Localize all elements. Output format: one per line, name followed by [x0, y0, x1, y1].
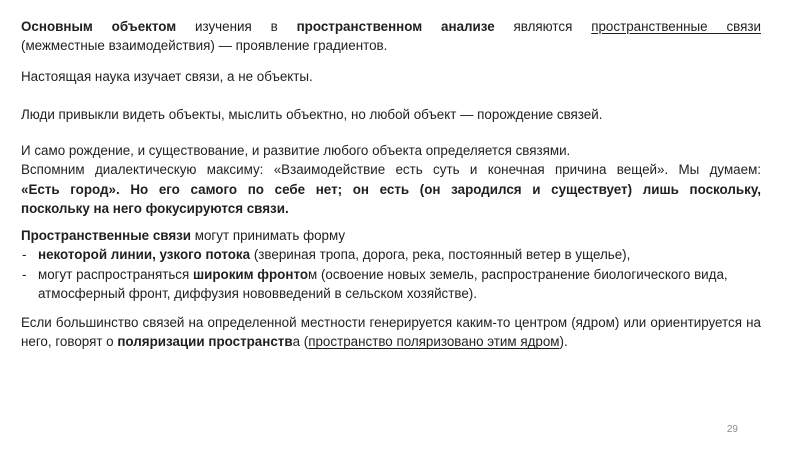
- bold-city-quote-end: поскольку на него фокусируются связи.: [21, 201, 289, 217]
- underlined-spatial-links: пространственные связи: [591, 19, 761, 34]
- text-fragment: (звериная тропа, дорога, река, постоянный ветер в ущелье),: [250, 247, 631, 263]
- text-fragment: ).: [559, 334, 568, 350]
- text-fragment: Если большинство связей на определенной местности генерируется каким-то центром (ядром) или ориентируется на него, говорят о: [21, 315, 761, 350]
- bold-spatial-analysis: пространственном анализе: [296, 19, 495, 34]
- list-item: [21, 245, 761, 264]
- page-number: 29: [726, 424, 738, 435]
- text-fragment: м (освоение новых земель, распространение биологического вида, атмосферный фронт, диффузия нововведений в сельском хозяйстве).: [38, 266, 728, 302]
- bold-city-quote: «Есть город». Но его самого по себе нет; он есть (он зародился и существует) лишь поскольку,: [21, 181, 761, 197]
- paragraph-science-links: Настоящая наука изучает связи, а не объекты.: [21, 69, 313, 84]
- list-dash: -: [22, 266, 27, 282]
- paragraph-line-1: И само рождение, и существование, и развитие любого объекта определяется связями.: [21, 143, 571, 158]
- bold-spatial-links: Пространственные связи: [21, 228, 192, 243]
- text-fragment: могут распространяться: [38, 266, 193, 282]
- text-fragment: а (: [292, 334, 309, 350]
- paragraph-polarization: [21, 313, 761, 352]
- bold-narrow-flow: некоторой линии, узкого потока: [38, 247, 251, 263]
- link-forms-list: [21, 245, 761, 303]
- paragraph-line-1: [21, 17, 761, 36]
- text-fragment: могут принимать форму: [191, 228, 346, 243]
- paragraph-line-2: (межместные взаимодействия) — проявление градиентов.: [21, 38, 388, 54]
- list-dash: -: [22, 247, 27, 263]
- paragraph-link-forms: [21, 226, 761, 304]
- list-intro: [21, 226, 761, 245]
- paragraph-line-2: Вспомним диалектическую максиму: «Взаимодействие есть суть и конечная причина вещей». Мы думаем:: [21, 162, 761, 178]
- paragraph-city-example: [21, 141, 761, 219]
- list-item: [21, 265, 761, 304]
- paragraph-spatial-object: [21, 17, 761, 56]
- bold-polarization: поляризации пространств: [117, 334, 293, 350]
- text-fragment: являются: [494, 19, 592, 34]
- bold-wide-front: широким фронто: [192, 266, 309, 282]
- bold-main-object: Основным объектом: [21, 19, 177, 34]
- underlined-polarized-space: пространство поляризовано этим ядром: [308, 334, 560, 350]
- paragraph-objects: Люди привыкли видеть объекты, мыслить объектно, но любой объект — порождение связей.: [21, 107, 603, 122]
- text-fragment: изучения в: [176, 19, 297, 34]
